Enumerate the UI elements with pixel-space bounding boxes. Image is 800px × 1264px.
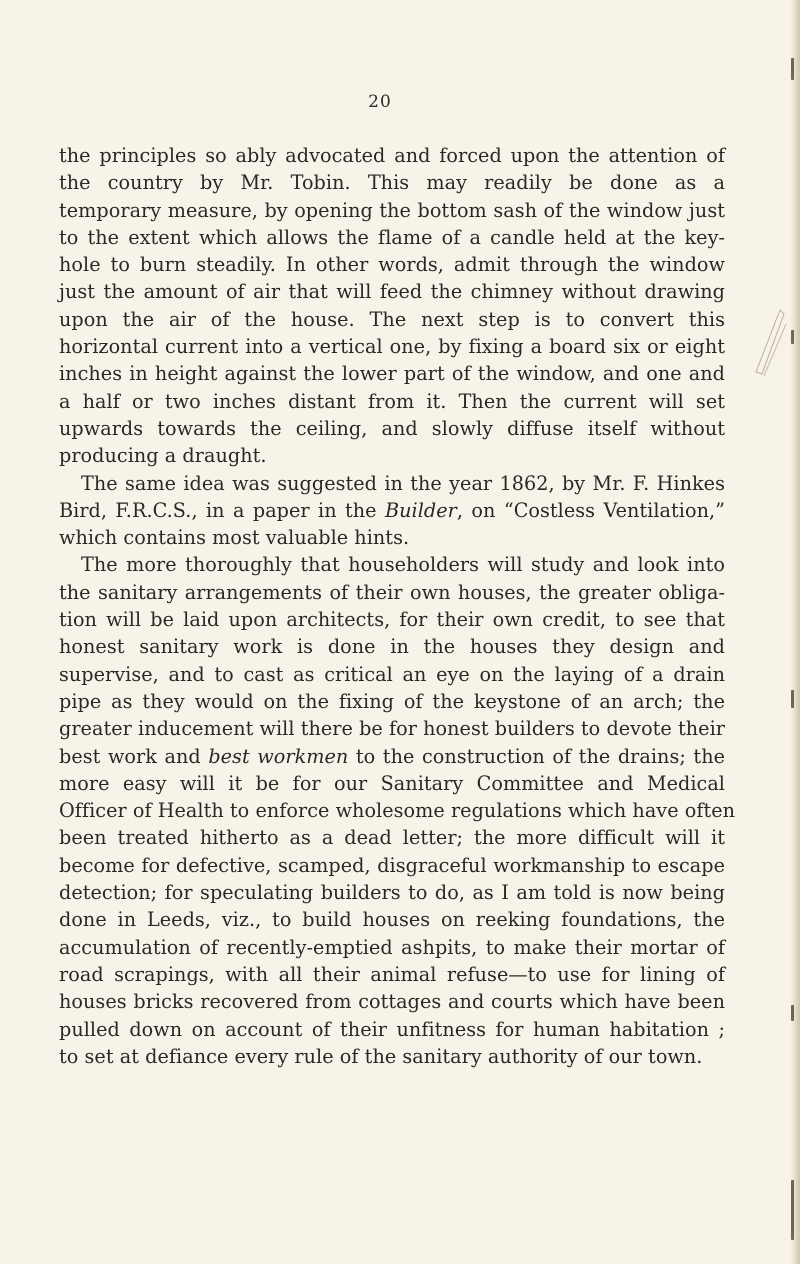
paragraph-2-line-citation <box>59 497 725 524</box>
paragraph-1-line: the country by Mr. Tobin. This may readily be done as a <box>59 171 725 195</box>
paragraph-3-line: road scrapings, with all their animal refuse—to use for lining of <box>59 962 725 986</box>
page-edge-mark <box>791 1005 794 1021</box>
paragraph-3-line: Officer of Health to enforce wholesome regulations which have often <box>59 799 736 823</box>
page-edge-mark <box>791 690 794 708</box>
paragraph-3-line: pipe as they would on the fixing of the keystone of an arch; the <box>59 689 725 713</box>
paragraph-3-line: become for defective, scamped, disgraceful workmanship to escape <box>59 853 725 877</box>
paragraph-3-line: been treated hitherto as a dead letter; the more difficult will it <box>59 826 725 850</box>
paragraph-3-line: tion will be laid upon architects, for their own credit, to see that <box>59 608 725 632</box>
body-text <box>59 142 736 1070</box>
paragraph-1-line: to the extent which allows the flame of a candle held at the key- <box>59 225 725 249</box>
page-edge-shadow <box>790 0 800 1264</box>
paragraph-3-line: The more thoroughly that householders will study and look into <box>81 553 725 577</box>
page-edge-mark <box>791 58 794 80</box>
paragraph-1-line: just the amount of air that will feed the chimney without drawing <box>59 280 725 304</box>
page-edge-mark <box>791 1180 794 1240</box>
emphasis-text-before: best work and <box>59 744 209 768</box>
paragraph-3-line: honest sanitary work is done in the houses they design and <box>59 635 725 659</box>
paragraph-3-line: pulled down on account of their unfitness for human habitation ; <box>59 1017 725 1041</box>
paragraph-3-line-emphasis <box>59 743 725 770</box>
paragraph-1-line: horizontal current into a vertical one, by fixing a board six or eight <box>59 335 725 359</box>
publication-title: Builder <box>384 498 457 522</box>
paragraph-3-line: accumulation of recently-emptied ashpits, to make their mortar of <box>59 935 725 959</box>
paragraph-1-line: a half or two inches distant from it. Then the current will set <box>59 389 725 413</box>
page-edge-mark <box>791 330 794 344</box>
paragraph-3-line: detection; for speculating builders to do, as I am told is now being <box>59 881 725 905</box>
paragraph-3-line: done in Leeds, viz., to build houses on reeking foundations, the <box>59 908 725 932</box>
paragraph-1-line: temporary measure, by opening the bottom sash of the window just <box>59 198 725 222</box>
emphasis-text-after: to the construction of the drains; the <box>348 744 726 768</box>
citation-text-before: Bird, F.R.C.S., in a paper in the <box>59 498 385 522</box>
paragraph-1-line: upon the air of the house. The next step is to convert this <box>59 307 725 331</box>
paragraph-1-line: inches in height against the lower part of the window, and one and <box>59 362 725 386</box>
paragraph-3-line: to set at defiance every rule of the sanitary authority of our town. <box>59 1044 703 1068</box>
paragraph-1-line: the principles so ably advocated and forced upon the attention of <box>59 144 725 167</box>
paragraph-3-line: greater inducement will there be for honest builders to devote their <box>59 717 725 741</box>
paragraph-2-line: The same idea was suggested in the year 1862, by Mr. F. Hinkes <box>81 471 725 495</box>
paragraph-3-line: the sanitary arrangements of their own houses, the greater obliga- <box>59 580 725 604</box>
emphasis-italic: best workmen <box>208 744 349 768</box>
paragraph-2-line: which contains most valuable hints. <box>59 526 410 550</box>
paragraph-1-line: upwards towards the ceiling, and slowly diffuse itself without <box>59 416 725 440</box>
paragraph-3-line: more easy will it be for our Sanitary Committee and Medical <box>59 771 725 795</box>
paragraph-3-line: houses bricks recovered from cottages and courts which have been <box>59 990 725 1014</box>
citation-text-after: , on “Costless Ventilation,” <box>456 498 725 522</box>
paragraph-1-line: producing a draught. <box>59 444 267 468</box>
paragraph-3-line: supervise, and to cast as critical an eye on the laying of a drain <box>59 662 725 686</box>
paper-crease-mark <box>754 302 788 378</box>
paragraph-1-line: hole to burn steadily. In other words, admit through the window <box>59 253 725 277</box>
page-number: 20 <box>368 92 392 112</box>
